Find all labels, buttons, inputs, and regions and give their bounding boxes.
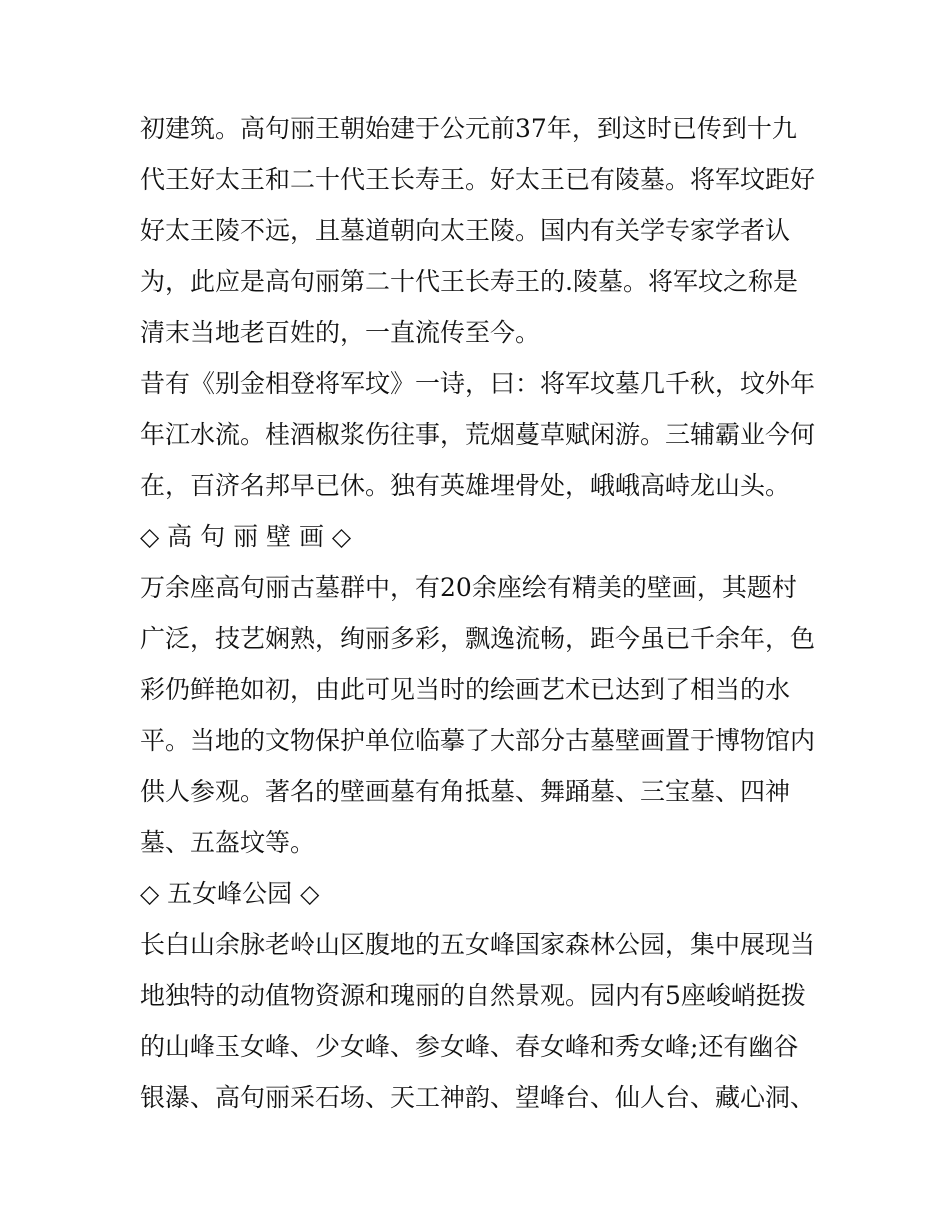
text-line: 的山峰玉女峰、少女峰、参女峰、春女峰和秀女峰;还有幽谷 — [140, 1032, 799, 1061]
text-line: 清末当地老百姓的，一直流传至今。 — [140, 318, 541, 347]
text-line: 彩仍鲜艳如初，由此可见当时的绘画艺术已达到了相当的水 — [140, 675, 791, 704]
paragraph-murals — [140, 562, 830, 868]
document-body — [140, 103, 830, 1123]
text-line: 墓、五盔坟等。 — [140, 828, 316, 857]
text-line: 地独特的动值物资源和瑰丽的自然景观。园内有5座峻峭挺拨 — [140, 981, 806, 1010]
text-line: 长白山余脉老岭山区腹地的五女峰国家森林公园，集中展现当 — [140, 930, 816, 959]
text-line: 平。当地的文物保护单位临摹了大部分古墓壁画置于博物馆内 — [140, 726, 816, 755]
text-line: 在，百济名邦早已休。独有英雄埋骨处，峨峨高峙龙山头。 — [140, 471, 791, 500]
text-line: 供人参观。著名的壁画墓有角抵墓、舞踊墓、三宝墓、四神 — [140, 777, 791, 806]
text-line: 为，此应是高句丽第二十代王长寿王的.陵墓。将军坟之称是 — [140, 267, 798, 296]
text-line: 银瀑、高句丽采石场、天工神韵、望峰台、仙人台、藏心洞、 — [140, 1083, 816, 1112]
text-line: 昔有《别金相登将军坟》一诗，曰：将军坟墓几千秋，坟外年 — [140, 369, 816, 398]
text-line: 万余座高句丽古墓群中，有20余座绘有精美的壁画，其题村 — [140, 573, 797, 602]
paragraph-general-tomb — [140, 103, 830, 358]
paragraph-poem — [140, 358, 830, 511]
text-line: 年江水流。桂酒椒浆伤往事，荒烟蔓草赋闲游。三辅霸业今何 — [140, 420, 816, 449]
text-line: 广泛，技艺娴熟，绚丽多彩，飘逸流畅，距今虽已千余年，色 — [140, 624, 816, 653]
paragraph-park — [140, 919, 830, 1123]
text-line: 初建筑。高句丽王朝始建于公元前37年，到这时已传到十九 — [140, 114, 797, 143]
text-line: 好太王陵不远，且墓道朝向太王陵。国内有关学专家学者认 — [140, 216, 791, 245]
section-heading-murals: ◇ 高 句 丽 壁 画 ◇ — [140, 522, 352, 551]
text-line: 代王好太王和二十代王长寿王。好太王已有陵墓。将军坟距好 — [140, 165, 816, 194]
section-heading-wunvfeng-park: ◇ 五女峰公园 ◇ — [140, 879, 320, 908]
